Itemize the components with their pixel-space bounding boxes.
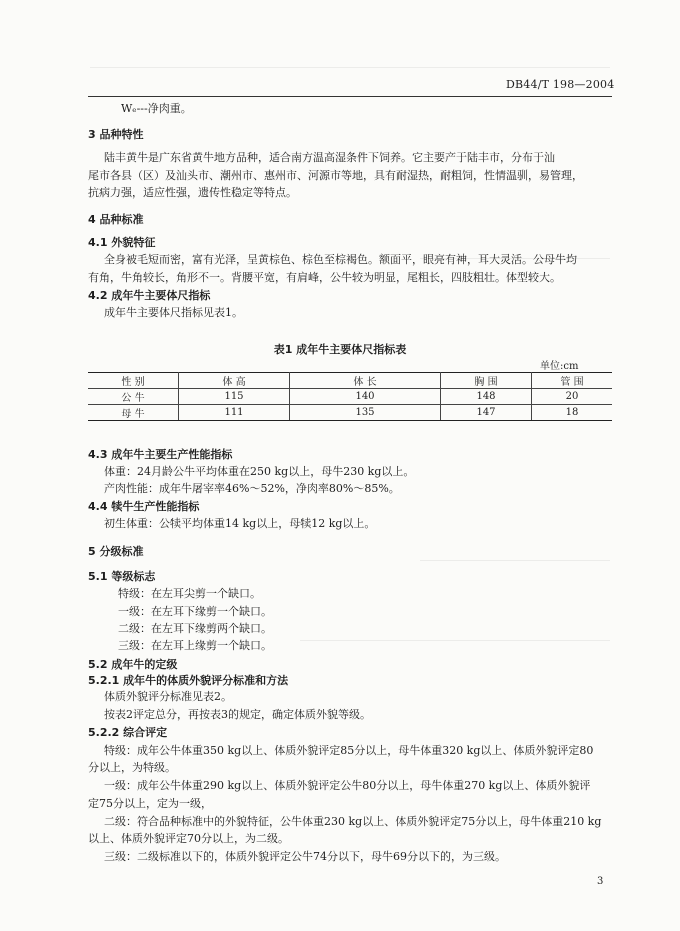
table-header-cell: 性 别 <box>88 373 179 389</box>
paragraph-line: 成年牛主要体尺指标见表1。 <box>104 306 243 319</box>
table-cell: 135 <box>290 405 441 421</box>
table-cell: 147 <box>441 405 532 421</box>
table-cell: 20 <box>532 389 613 405</box>
subsection-heading: 4.2 成年牛主要体尺指标 <box>88 289 211 302</box>
paragraph-line: 体质外貌评分标准见表2。 <box>104 690 232 703</box>
subsection-heading: 5.2 成年牛的定级 <box>88 658 178 671</box>
paragraph-line: 体重：24月龄公牛平均体重在250 kg以上，母牛230 kg以上。 <box>104 465 415 478</box>
table-cell: 111 <box>179 405 290 421</box>
subsection-heading: 4.3 成年牛主要生产性能指标 <box>88 448 233 461</box>
paragraph-line: 一级：成年公牛体重290 kg以上、体质外貌评定公牛80分以上，母牛体重270 kg以上、体质外貌评 <box>104 779 591 792</box>
paragraph-line: 三级：二级标准以下的，体质外貌评定公牛74分以下，母牛69分以下的，为三级。 <box>104 850 506 863</box>
paragraph-line: 初生体重：公犊平均体重14 kg以上，母犊12 kg以上。 <box>104 517 376 530</box>
header-rule <box>88 96 612 97</box>
subsection-heading: 4.4 犊牛生产性能指标 <box>88 500 200 513</box>
table-header-cell: 体 长 <box>290 373 441 389</box>
table-header-cell: 体 高 <box>179 373 290 389</box>
subsection-heading: 5.2.1 成年牛的体质外貌评分标准和方法 <box>88 674 289 687</box>
paragraph-line: 有角，牛角较长，角形不一。背腰平宽，有肩峰，公牛较为明显，尾粗长，四肢粗壮。体型较大。 <box>88 271 561 284</box>
paragraph-line: 产肉性能：成年牛屠宰率46%～52%，净肉率80%～85%。 <box>104 482 400 495</box>
table-cell: 母 牛 <box>88 405 179 421</box>
paragraph-line: 全身被毛短而密，富有光泽，呈黄棕色、棕色至棕褐色。额面平，眼亮有神，耳大灵活。公母牛均 <box>104 253 577 266</box>
subsection-heading: 4.1 外貌特征 <box>88 236 156 249</box>
table-cell: 148 <box>441 389 532 405</box>
list-item: 一级：在左耳下缘剪一个缺口。 <box>118 605 272 618</box>
list-item: 三级：在左耳上缘剪一个缺口。 <box>118 639 272 652</box>
bleed-through-rule <box>420 560 610 561</box>
paragraph-line: 定75分以上，定为一级， <box>88 797 212 810</box>
page-number: 3 <box>597 876 604 887</box>
list-item: 二级：在左耳下缘剪两个缺口。 <box>118 622 272 635</box>
section-heading: 3 品种特性 <box>88 128 144 141</box>
table-header-cell: 管 围 <box>532 373 613 389</box>
variable-definition: Wₑ---净肉重。 <box>121 102 192 115</box>
table-row <box>88 405 612 421</box>
document-code: DB44/T 198—2004 <box>506 78 615 91</box>
body-size-table <box>88 372 612 421</box>
subsection-heading: 5.2.2 综合评定 <box>88 726 168 739</box>
paragraph-line: 以上、体质外貌评定70分以上，为二级。 <box>88 832 289 845</box>
table-cell: 18 <box>532 405 613 421</box>
section-heading: 5 分级标准 <box>88 545 144 558</box>
table-cell: 115 <box>179 389 290 405</box>
paragraph-line: 陆丰黄牛是广东省黄牛地方品种，适合南方温高湿条件下饲养。它主要产于陆丰市，分布于汕 <box>104 151 555 164</box>
paragraph-line: 分以上，为特级。 <box>88 761 176 774</box>
bleed-through-rule <box>300 640 610 641</box>
table-unit: 单位:cm <box>540 361 579 372</box>
paragraph-line: 抗病力强，适应性强，遗传性稳定等特点。 <box>88 186 297 199</box>
table-header-row <box>88 373 612 389</box>
table-header-cell: 胸 围 <box>441 373 532 389</box>
section-heading: 4 品种标准 <box>88 213 144 226</box>
paragraph-line: 尾市各县（区）及汕头市、潮州市、惠州市、河源市等地，具有耐湿热，耐粗饲，性情温驯，易管理， <box>88 169 583 182</box>
subsection-heading: 5.1 等级标志 <box>88 570 156 583</box>
paragraph-line: 按表2评定总分，再按表3的规定，确定体质外貌等级。 <box>104 708 371 721</box>
paragraph-line: 特级：成年公牛体重350 kg以上、体质外貌评定85分以上，母牛体重320 kg以上、体质外貌评定80 <box>104 744 594 757</box>
list-item: 特级：在左耳尖剪一个缺口。 <box>118 587 261 600</box>
paragraph-line: 二级：符合品种标准中的外貌特征，公牛体重230 kg以上、体质外貌评定75分以上，母牛体重210 kg <box>104 815 602 828</box>
bleed-through-rule <box>90 67 610 68</box>
table-caption: 表1 成年牛主要体尺指标表 <box>273 343 407 356</box>
table-cell: 140 <box>290 389 441 405</box>
table-row <box>88 389 612 405</box>
table-cell: 公 牛 <box>88 389 179 405</box>
